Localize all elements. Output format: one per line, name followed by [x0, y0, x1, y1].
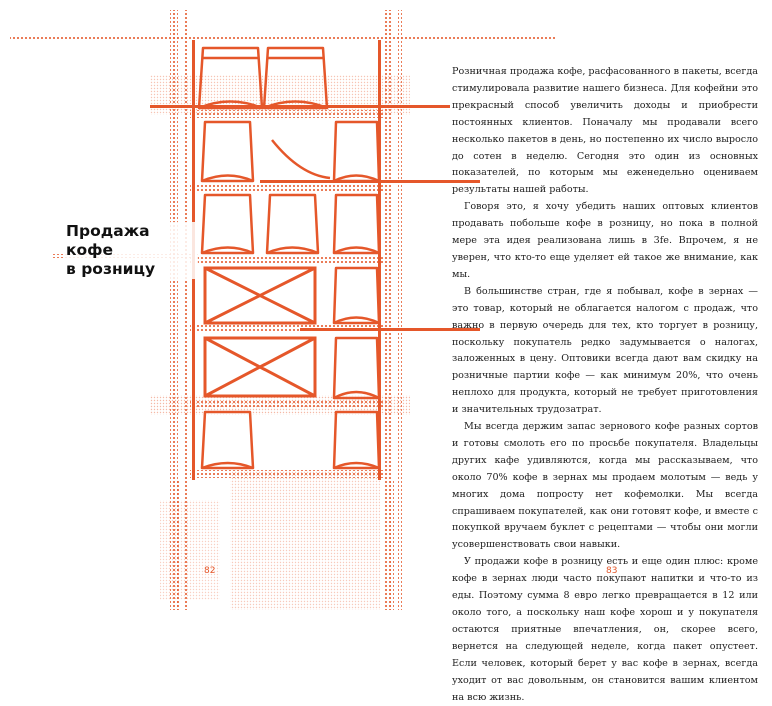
- paragraph-3: В большинстве стран, где я побывал, кофе в зернах — это товар, который не облагается налогом с продаж, что важно в первую очередь для тех, кто торгует в розницу, поскольку покупатель редко задумывается о налогах, заложенных в цену. Оптовики всегда дают вам скидку на розничные партии кофе — как минимум 20%, что очень неплохо для продукта, который не требует приготовления и значительных трудозатрат.: [452, 285, 758, 416]
- page-number-right: 83: [606, 566, 618, 576]
- shelf-boards: [190, 110, 385, 478]
- article-body: [452, 64, 758, 706]
- page-number-left: 82: [204, 566, 216, 576]
- paragraph-2: Говоря это, я хочу убедить наших оптовых клиентов продавать побольше кофе в розницу, но пока в полной мере эта идея реализована лишь в 3fe. Впрочем, я не уверен, что кто-то еще уделяет ей такое же внимание, как мы.: [452, 201, 758, 280]
- halftone-background: [150, 75, 410, 610]
- heading-line-1: Продажа кофе: [66, 222, 150, 259]
- paragraph-4: Мы всегда держим запас зернового кофе разных сортов и готовы смолоть его по просьбе покупателя. Владельцы других кафе удивляются, когда мы рассказываем, что около 70% кофе в зернах мы продаем молотым — ведь у многих дома попросту нет кофемолки. Мы всегда спрашиваем покупателей, как они готовят кофе, и вместе с покупкой вручаем буклет с рецептами — чтобы они могли усовершенствовать свои навыки.: [452, 421, 758, 551]
- paragraph-5: У продажи кофе в розницу есть и еще один плюс: кроме кофе в зернах люди часто покупают напитки и что-то из еды. Поэтому сумма 8 евро легко превращается в 12 или около того, а поскольку наш кофе хорош и у покупателя остаются приятные впечатления, он, скорее всего, вернется на следующей неделе, когда пакет опустеет. Если человек, который берет у вас кофе в зернах, всегда уходит от вас довольным, он становится вашим клиентом на всю жизнь.: [452, 556, 758, 703]
- section-heading: [64, 222, 198, 279]
- heading-line-2: в розницу: [66, 260, 156, 278]
- paragraph-1: Розничная продажа кофе, расфасованного в пакеты, всегда стимулировала развитие нашего бизнеса. Для кофейни это прекрасный способ увеличить доходы и приобрести постоянных клиентов. Поначалу мы продавали всего несколько пакетов в день, но постепенно их число выросло до сотен в неделю. Сегодня это один из основных показателей, по которым мы еженедельно оцениваем результаты нашей работы.: [452, 66, 758, 196]
